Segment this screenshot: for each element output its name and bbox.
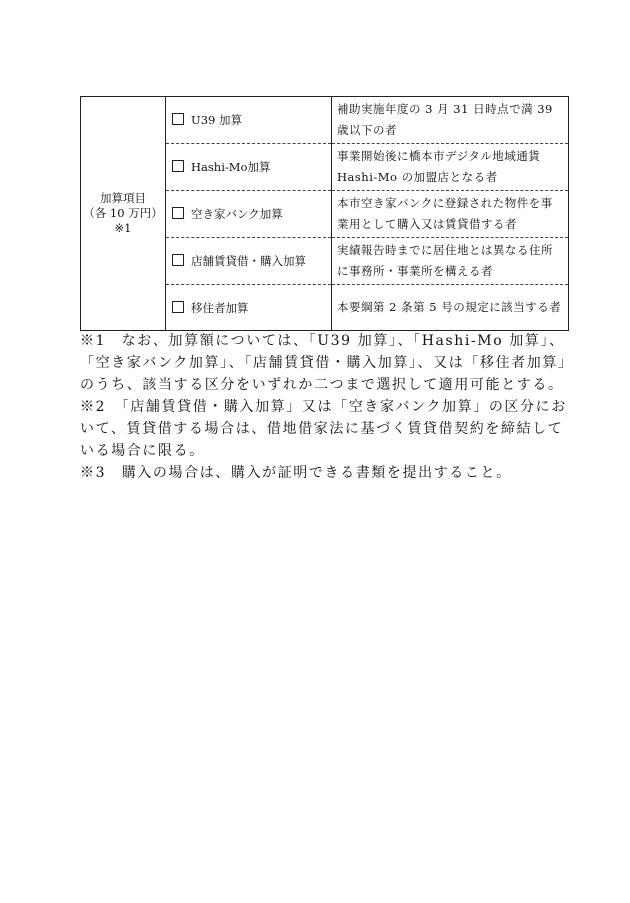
addon-item-label: 移住者加算 — [191, 300, 249, 315]
category-title: 加算項目 — [100, 191, 146, 205]
addon-item-akiya-bank — [166, 191, 332, 238]
checkbox-icon[interactable] — [172, 160, 184, 172]
addon-item-label: 空き家バンク加算 — [191, 207, 283, 221]
note-3: ※3 購入の場合は、購入が証明できる書類を提出すること。 — [80, 465, 512, 481]
addon-item-description: 本市空き家バンクに登録された物件を事業用として購入又は賃貸借する者 — [332, 191, 569, 238]
category-amount: （各 10 万円） — [83, 206, 163, 220]
table-row — [81, 97, 569, 144]
addon-item-description: 本要綱第 2 条第 5 号の規定に該当する者 — [332, 285, 569, 331]
category-cell — [81, 97, 166, 331]
category-note-ref: ※1 — [114, 221, 132, 235]
addon-item-label: Hashi-Mo加算 — [191, 160, 271, 174]
addon-item-description: 補助実施年度の 3 月 31 日時点で満 39 歳以下の者 — [332, 97, 569, 144]
checkbox-icon[interactable] — [172, 113, 184, 125]
checkbox-icon[interactable] — [172, 207, 184, 219]
note-2: ※2 「店舗賃貸借・購入加算」又は「空き家バンク加算」の区分において、賃貸借する場合は、借地借家法に基づく賃貸借契約を締結している場合に限る。 — [80, 399, 567, 459]
addon-item-migrant — [166, 285, 332, 331]
addon-item-hashimo — [166, 144, 332, 191]
notes-section — [80, 330, 570, 484]
addon-item-label: 店舗賃貸借・購入加算 — [191, 254, 306, 268]
addon-item-description: 事業開始後に橋本市デジタル地域通貨 Hashi-Mo の加盟店となる者 — [332, 144, 569, 191]
addon-item-store-lease — [166, 238, 332, 285]
checkbox-icon[interactable] — [172, 301, 184, 313]
checkbox-icon[interactable] — [172, 254, 184, 266]
note-1: ※1 なお、加算額については、「U39 加算」、「Hashi-Mo 加算」、「空き家バンク加算」、「店舗賃貸借・購入加算」、又は「移住者加算」のうち、該当する区分をいずれか二つまで選択して適用可能とする。 — [80, 333, 567, 393]
addon-item-u39 — [166, 97, 332, 144]
addon-item-label: U39 加算 — [191, 113, 242, 127]
addon-item-description: 実績報告時までに居住地とは異なる住所に事務所・事業所を構える者 — [332, 238, 569, 285]
addon-table — [80, 96, 569, 331]
